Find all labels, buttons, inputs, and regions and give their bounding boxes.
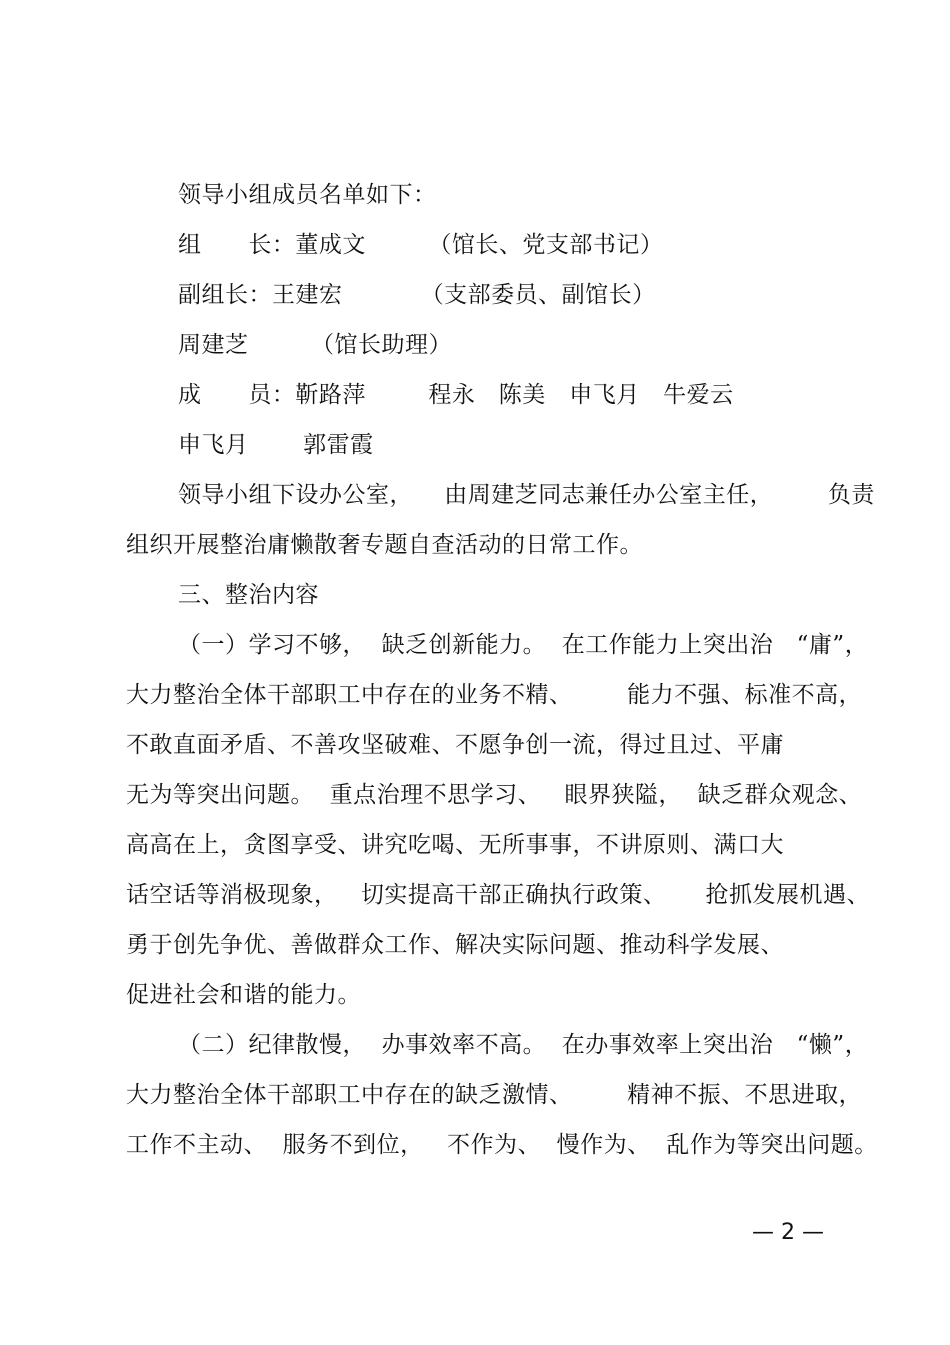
page-number: — 2 —: [752, 1220, 824, 1245]
text-line-10: （一）学习不够， 缺乏创新能力。 在工作能力上突出治 “庸”，: [178, 632, 869, 658]
text-line-20: 工作不主动、 服务不到位， 不作为、 慢作为、 乱作为等突出问题。: [126, 1132, 878, 1158]
text-line-6: 申飞月 郭雷霞: [178, 432, 374, 458]
text-line-5: 成 员：靳路萍 程永 陈美 申飞月 牛爱云: [178, 382, 734, 408]
text-line-3: 副组长：王建宏 （支部委员、副馆长）: [178, 282, 656, 308]
text-line-13: 无为等突出问题。 重点治理不思学习、 眼界狭隘， 缺乏群众观念、: [126, 782, 863, 808]
text-line-8: 组织开展整治庸懒散奢专题自查活动的日常工作。: [126, 532, 643, 558]
text-line-16: 勇于创先争优、善做群众工作、解决实际问题、推动科学发展、: [126, 932, 784, 958]
text-line-18: （二）纪律散慢， 办事效率不高。 在办事效率上突出治 “懒”，: [178, 1032, 869, 1058]
text-line-2: 组 长：董成文 （馆长、党支部书记）: [178, 232, 664, 258]
text-line-15: 话空话等消极现象， 切实提高干部正确执行政策、 抢抓发展机遇、: [126, 882, 870, 908]
text-line-4: 周建芝 （馆长助理）: [178, 332, 452, 358]
section-heading: 三、整治内容: [178, 582, 319, 608]
text-line-11: 大力整治全体干部职工中存在的业务不精、 能力不强、标准不高，: [126, 682, 863, 708]
text-line-19: 大力整治全体干部职工中存在的缺乏激情、 精神不振、不思进取，: [126, 1082, 863, 1108]
text-line-17: 促进社会和谐的能力。: [126, 982, 361, 1008]
text-line-7: 领导小组下设办公室， 由周建芝同志兼任办公室主任， 负责: [178, 482, 875, 508]
text-line-14: 高高在上，贪图享受、讲究吃喝、无所事事，不讲原则、满口大: [126, 832, 784, 858]
text-line-12: 不敢直面矛盾、不善攻坚破难、不愿争创一流，得过且过、平庸: [126, 732, 784, 758]
text-line-1: 领导小组成员名单如下：: [178, 182, 437, 208]
